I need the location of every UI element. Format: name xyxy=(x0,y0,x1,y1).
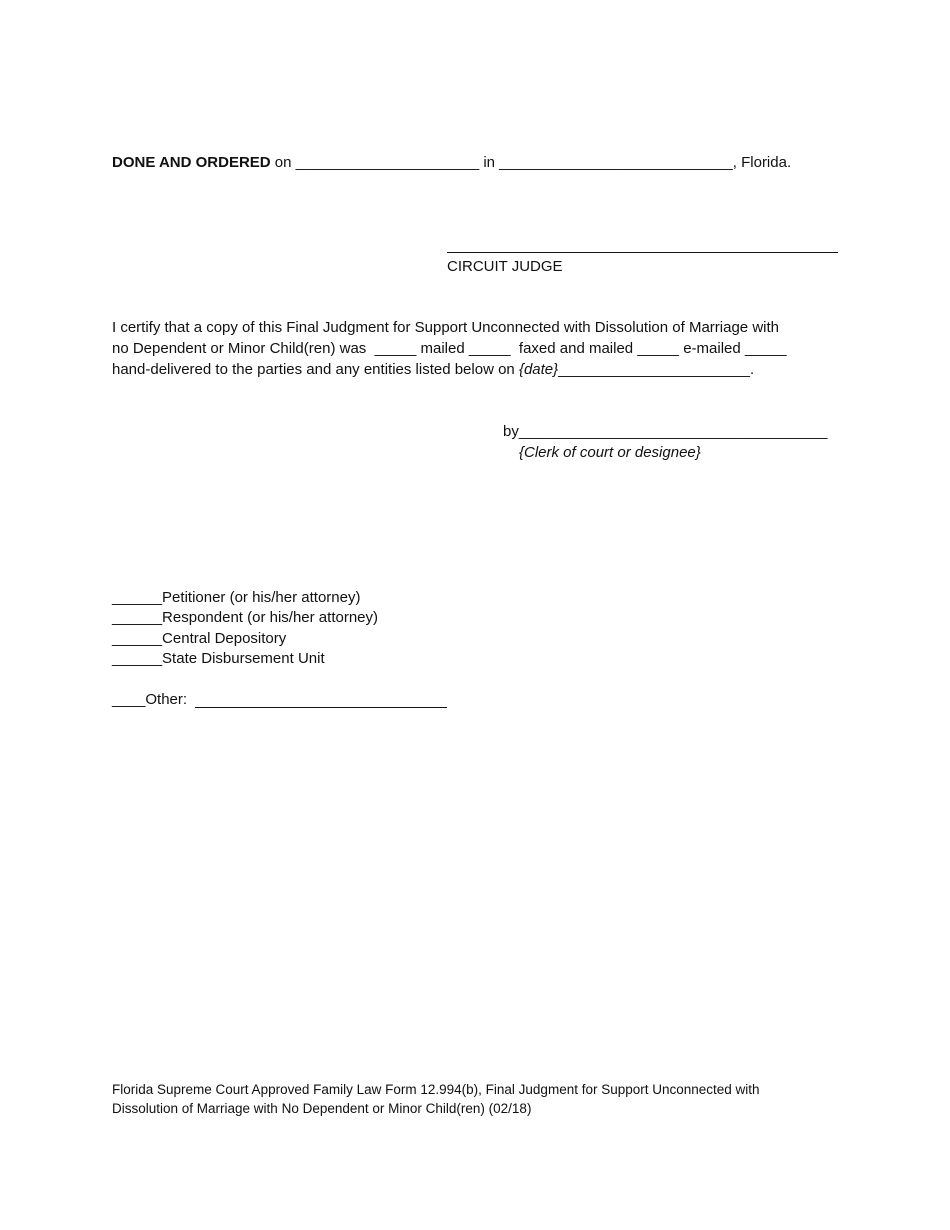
done-and-ordered-label: DONE AND ORDERED xyxy=(112,154,271,171)
circuit-judge-label: CIRCUIT JUDGE xyxy=(447,258,563,275)
distribution-item-central-depository: ______Central Depository xyxy=(112,630,287,647)
certificate-line-1: I certify that a copy of this Final Judgment for Support Unconnected with Dissolution of Marriage with xyxy=(112,319,779,336)
done-and-ordered-text: on ______________________ in ____________________________, Florida. xyxy=(270,154,792,171)
clerk-by-line: by_____________________________________ xyxy=(503,423,828,440)
certificate-line-3-end: _______________________. xyxy=(558,361,755,378)
distribution-item-other: ____Other: xyxy=(112,691,192,708)
done-and-ordered-line xyxy=(112,152,791,173)
distribution-item-petitioner: ______Petitioner (or his/her attorney) xyxy=(112,589,361,606)
judge-signature-line xyxy=(447,252,838,253)
distribution-item-respondent: ______Respondent (or his/her attorney) xyxy=(112,609,379,626)
certificate-line-2: no Dependent or Minor Child(ren) was _____ mailed _____ faxed and mailed _____ e-mailed _____ xyxy=(112,340,787,357)
form-footer-line-2: Dissolution of Marriage with No Dependent or Minor Child(ren) (02/18) xyxy=(112,1101,532,1116)
distribution-item-state-disbursement: ______State Disbursement Unit xyxy=(112,650,325,667)
certificate-line-3-start: hand-delivered to the parties and any entities listed below on xyxy=(112,361,519,378)
date-label: {date} xyxy=(518,361,559,378)
certificate-line-3 xyxy=(112,359,754,380)
other-fill-line xyxy=(195,707,447,708)
form-footer-line-1: Florida Supreme Court Approved Family Law Form 12.994(b), Final Judgment for Support Unconnected with xyxy=(112,1082,760,1097)
clerk-designee-label: {Clerk of court or designee} xyxy=(519,444,701,461)
